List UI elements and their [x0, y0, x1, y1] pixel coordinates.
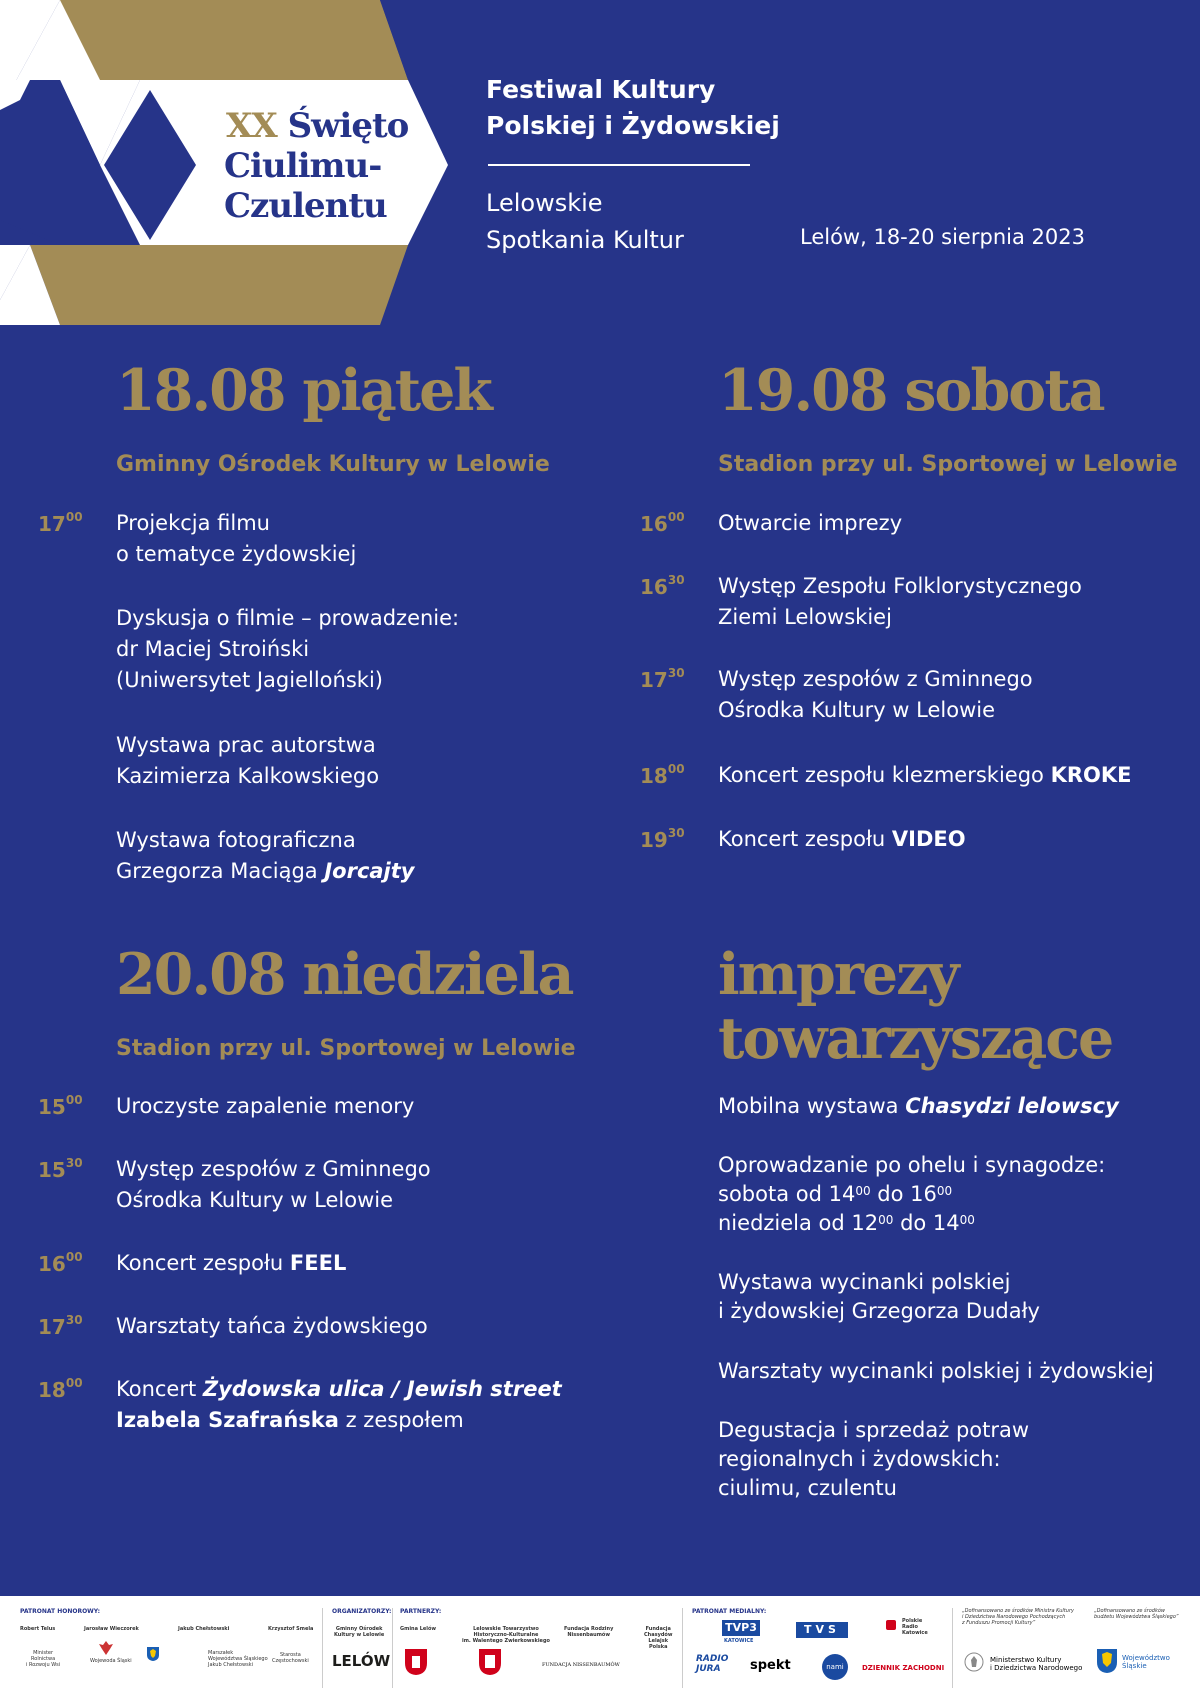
item-label: Mobilna wystawa [718, 1094, 906, 1118]
sun-to: do 14 [893, 1211, 960, 1235]
day3-venue: Stadion przy ul. Sportowej w Lelowie [116, 1036, 576, 1061]
partner-line: Chasydów [644, 1632, 673, 1638]
performer-suffix: z zespołem [338, 1408, 464, 1432]
event-label: Koncert zespołu [116, 1251, 290, 1275]
patron3-role [208, 1650, 268, 1668]
lthk-crest-icon [478, 1648, 502, 1676]
festival-title-line-1: Festiwal Kultury [486, 75, 716, 104]
dziennik-zachodni-logo: DZIENNIK ZACHODNI [862, 1664, 945, 1672]
slask-note [1094, 1608, 1178, 1620]
day2-venue: Stadion przy ul. Sportowej w Lelowie [718, 452, 1178, 477]
festival-title-line-2: Polskiej i Żydowskiej [486, 111, 780, 140]
hour: 18 [640, 764, 668, 788]
silesia-coat-of-arms-icon [146, 1646, 160, 1662]
mkidn-name [990, 1656, 1082, 1672]
minutes: 00 [65, 510, 83, 524]
day1-event4-line1: Wystawa fotograficzna [116, 828, 356, 852]
day2-event1 [718, 508, 902, 539]
side-item3-line1: Wystawa wycinanki polskiej [718, 1270, 1011, 1294]
day2-event3-line2: Ośrodka Kultury w Lelowie [718, 698, 996, 722]
day2-event2-time [640, 575, 685, 599]
logo-line-1 [226, 106, 408, 146]
hour: 16 [640, 512, 668, 536]
partner-line: Nissenbaumów [567, 1632, 610, 1638]
sun-from-min: 00 [878, 1213, 894, 1227]
day2-title: 19.08 sobota [718, 357, 1104, 424]
hour: 17 [38, 512, 66, 536]
day1-event2-line1: Dyskusja o filmie – prowadzenie: [116, 606, 460, 630]
day3-event1-time [38, 1095, 83, 1119]
day3-event3-line1 [116, 1248, 346, 1279]
side-item5-line3: ciulimu, czulentu [718, 1476, 897, 1500]
title-divider [488, 164, 750, 166]
photographer-name: Grzegorza Maciąga [116, 859, 325, 883]
event-label: Koncert zespołu [718, 827, 892, 851]
patron1-role [26, 1650, 60, 1668]
day2-event4-line1 [718, 760, 1132, 791]
logo-xx: XX [226, 106, 277, 146]
tvs-logo: TVS [796, 1622, 848, 1638]
side-item5 [718, 1416, 1029, 1503]
side-item5-line1: Degustacja i sprzedaż potraw [718, 1418, 1030, 1442]
hour: 17 [640, 668, 668, 692]
role-line: Starosta [279, 1652, 301, 1658]
day1-event1-line2: o tematyce żydowskiej [116, 542, 357, 566]
minutes: 00 [667, 762, 685, 776]
organizers-heading: ORGANIZATORZY: [332, 1608, 392, 1615]
partner-lthk [462, 1626, 550, 1644]
hour: 16 [38, 1252, 66, 1276]
band-name: VIDEO [891, 827, 966, 851]
partner-line: Lelajsk [648, 1638, 669, 1644]
partner-line: Lelowskie Towarzystwo [473, 1626, 539, 1632]
day2-event4 [718, 760, 1132, 791]
hour: 17 [38, 1315, 66, 1339]
festival-title [486, 72, 780, 144]
day2-event2-line2: Ziemi Lelowskiej [718, 605, 892, 629]
day1-event2 [116, 603, 459, 696]
day2-event2-line1: Występ Zespołu Folklorystycznego [718, 574, 1082, 598]
side-title-line1: imprezy [718, 941, 958, 1008]
slask-line: Województwo [1122, 1654, 1170, 1662]
day2-event3 [718, 664, 1033, 726]
day3-event1 [116, 1091, 414, 1122]
hour: 19 [640, 828, 668, 852]
day3-event4 [116, 1311, 428, 1342]
mkidn-line: Ministerstwo Kultury [990, 1656, 1062, 1664]
sponsors-footer [0, 1596, 1200, 1696]
footer-divider [682, 1608, 683, 1688]
event-label: Koncert zespołu klezmerskiego [718, 763, 1051, 787]
patron2-role: Wojewoda Śląski [90, 1658, 132, 1664]
sat-from: sobota od 14 [718, 1182, 856, 1206]
day2-event5-line1 [718, 824, 966, 855]
polskie-radio-name [902, 1618, 928, 1636]
partner-line: Polska [648, 1644, 668, 1650]
day1-event2-line3: (Uniwersytet Jagielloński) [116, 668, 383, 692]
exhibition-title: Jorcajty [324, 859, 415, 883]
nissenbaum-logo: FUNDACJA NISSENBAUMÓW [542, 1662, 620, 1668]
radio-jura-logo [696, 1654, 728, 1674]
note-line: i Dziedzictwa Narodowego Pochodzących [962, 1614, 1066, 1620]
note-line: „Dofinansowano ze środków [1094, 1608, 1165, 1614]
radio-spekt-logo: spekt [750, 1658, 791, 1673]
subtitle-line-2: Spotkania Kultur [486, 226, 684, 254]
day3-event4-line1: Warsztaty tańca żydowskiego [116, 1314, 428, 1338]
footer-divider [392, 1608, 393, 1688]
day3-event5-line2 [116, 1405, 562, 1436]
polskie-radio-icon [886, 1620, 896, 1630]
side-item3 [718, 1268, 1040, 1326]
side-title-line2: towarzyszące [718, 1005, 1113, 1072]
nami-logo: nami [822, 1654, 848, 1680]
tvp3-logo: TVP3 [722, 1620, 760, 1636]
sat-from-min: 00 [855, 1184, 871, 1198]
day1-event2-line2: dr Maciej Stroiński [116, 637, 310, 661]
place-and-date: Lelów, 18-20 sierpnia 2023 [800, 225, 1085, 249]
org-line: Kultury w Lelowie [334, 1632, 385, 1638]
day2-event5 [718, 824, 966, 855]
side-item2-line3 [718, 1209, 1105, 1238]
side-item2 [718, 1151, 1105, 1238]
day3-event2-line2: Ośrodka Kultury w Lelowie [116, 1188, 394, 1212]
hour: 18 [38, 1378, 66, 1402]
day1-event3 [116, 730, 379, 792]
day1-event3-line1: Wystawa prac autorstwa [116, 733, 376, 757]
day1-title: 18.08 piątek [116, 357, 491, 424]
sat-to-min: 00 [936, 1184, 953, 1198]
eagle-emblem-icon [98, 1640, 114, 1656]
day2-event5-time [640, 828, 685, 852]
day3-event3-time [38, 1252, 83, 1276]
note-line: budżetu Województwa Śląskiego” [1094, 1614, 1179, 1620]
day2-event2 [718, 571, 1082, 633]
side-item2-line1: Oprowadzanie po ohelu i synagodze: [718, 1153, 1106, 1177]
sun-to-min: 00 [959, 1213, 975, 1227]
minutes: 30 [667, 666, 685, 680]
role-line: Minister [33, 1650, 54, 1656]
minutes: 00 [65, 1250, 83, 1264]
minutes: 30 [65, 1313, 83, 1327]
mkidn-note [962, 1608, 1074, 1626]
band-name: KROKE [1050, 763, 1132, 787]
day3-event5-line1 [116, 1374, 562, 1405]
side-item4-line1: Warsztaty wycinanki polskiej i żydowskiej [718, 1359, 1154, 1383]
media-heading: PATRONAT MEDIALNY: [692, 1608, 767, 1615]
pr-line: Radio [902, 1624, 918, 1630]
hour: 16 [640, 575, 668, 599]
band-name: FEEL [289, 1251, 347, 1275]
note-line: z Funduszu Promocji Kultury” [962, 1620, 1036, 1626]
day3-event2-time [38, 1158, 83, 1182]
logo-swieto: Święto [287, 106, 409, 146]
concert-title: Żydowska ulica / Jewish street [202, 1377, 562, 1401]
patron1-name: Robert Telus [20, 1626, 56, 1632]
organizer-name [334, 1626, 384, 1638]
day2-event1-line1: Otwarcie imprezy [718, 511, 903, 535]
role-line: Rolnictwa [31, 1656, 56, 1662]
role-line: i Rozwoju Wsi [26, 1662, 61, 1668]
patron4-role [272, 1652, 309, 1664]
day3-event2-line1: Występ zespołów z Gminnego [116, 1157, 431, 1181]
mkidn-emblem-icon [964, 1652, 984, 1672]
day2-event3-line1: Występ zespołów z Gminnego [718, 667, 1033, 691]
minutes: 00 [65, 1376, 83, 1390]
footer-divider [322, 1608, 323, 1688]
patron2-name: Jarosław Wieczorek [84, 1626, 139, 1632]
day1-event1 [116, 508, 356, 570]
day2-event3-time [640, 668, 685, 692]
logo-line-2: Ciulimu- [224, 146, 382, 186]
patron3-name: Jakub Chełstowski [178, 1626, 230, 1632]
slaskie-coat-of-arms-icon [1096, 1648, 1118, 1674]
minutes: 30 [667, 826, 685, 840]
logo-line-3: Czulentu [224, 186, 387, 226]
minutes: 30 [667, 573, 685, 587]
sun-from: niedziela od 12 [718, 1211, 879, 1235]
partner-line: Fundacja Rodziny [564, 1626, 614, 1632]
pr-line: Polskie [902, 1618, 923, 1624]
mkidn-line: i Dziedzictwa Narodowego [990, 1664, 1083, 1672]
role-line: Jakub Chełstowski [208, 1662, 253, 1668]
slask-line: Śląskie [1122, 1662, 1147, 1670]
day1-event1-time [38, 512, 83, 536]
partners-heading: PARTNERZY: [400, 1608, 442, 1615]
slaskie-name [1122, 1654, 1170, 1670]
day1-venue: Gminny Ośrodek Kultury w Lelowie [116, 452, 550, 477]
day3-event5-time [38, 1378, 83, 1402]
side-item3-line2: i żydowskiej Grzegorza Dudały [718, 1299, 1040, 1323]
day1-event1-line1: Projekcja filmu [116, 511, 270, 535]
hour: 15 [38, 1158, 66, 1182]
side-item1 [718, 1092, 1119, 1121]
day3-event2 [116, 1154, 431, 1216]
footer-divider [952, 1608, 953, 1688]
day3-event1-line1: Uroczyste zapalenie menory [116, 1094, 415, 1118]
side-item1-line1 [718, 1092, 1119, 1121]
pr-line: Katowice [902, 1630, 928, 1636]
day1-event4 [116, 825, 415, 887]
tvp3-sub: KATOWICE [724, 1638, 754, 1644]
day1-event4-line2 [116, 856, 415, 887]
rj-line: RADIO [696, 1654, 729, 1664]
gmina-lelow-crest-icon [404, 1648, 428, 1676]
exhibition-title: Chasydzi lelowscy [905, 1094, 1119, 1118]
patronage-heading: PATRONAT HONOROWY: [20, 1608, 101, 1615]
side-item5-line2: regionalnych i żydowskich: [718, 1447, 1001, 1471]
minutes: 00 [65, 1093, 83, 1107]
rj-line: JURA [696, 1664, 721, 1674]
day3-event5 [116, 1374, 562, 1436]
event-label: Koncert [116, 1377, 203, 1401]
lelow-logo: LELÓW [332, 1652, 391, 1670]
partner-line: Historyczno-Kulturalne [473, 1632, 539, 1638]
day3-title: 20.08 niedziela [116, 941, 573, 1008]
day2-event4-time [640, 764, 685, 788]
hour: 15 [38, 1095, 66, 1119]
side-item4 [718, 1357, 1154, 1386]
note-line: „Dofinansowano ze środków Ministra Kultury [962, 1608, 1074, 1614]
role-line: Marszałek [208, 1650, 234, 1656]
patron4-name: Krzysztof Smela [268, 1626, 314, 1632]
role-line: Województwa Śląskiego [208, 1656, 268, 1662]
subtitle-line-1: Lelowskie [486, 189, 603, 217]
performer-name: Izabela Szafrańska [116, 1408, 339, 1432]
partner-chasydow [644, 1626, 672, 1650]
minutes: 00 [667, 510, 685, 524]
org-line: Gminny Ośrodek [335, 1626, 383, 1632]
festival-subtitle [486, 185, 684, 259]
side-item2-line2 [718, 1180, 1105, 1209]
partner-line: im. Walentego Zwierkowskiego [462, 1638, 550, 1644]
role-line: Częstochowski [272, 1658, 309, 1664]
day2-event1-time [640, 512, 685, 536]
day3-event4-time [38, 1315, 83, 1339]
partner-gmina: Gmina Lelów [400, 1626, 437, 1632]
partner-nissenbaum [564, 1626, 613, 1638]
day3-event3 [116, 1248, 346, 1279]
sat-to: do 16 [870, 1182, 937, 1206]
day1-event3-line2: Kazimierza Kalkowskiego [116, 764, 380, 788]
minutes: 30 [65, 1156, 83, 1170]
partner-line: Fundacja [645, 1626, 671, 1632]
